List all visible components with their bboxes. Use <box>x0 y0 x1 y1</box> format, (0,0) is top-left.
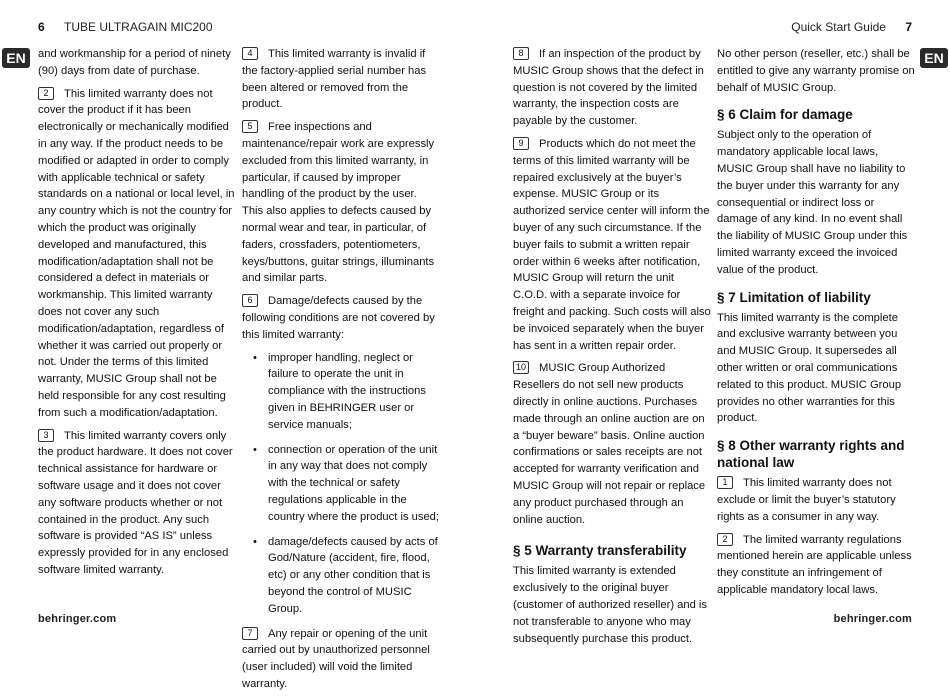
left-page-title: TUBE ULTRAGAIN MIC200 <box>64 20 213 34</box>
clause-number-badge: 2 <box>38 87 54 100</box>
paragraph <box>717 532 915 599</box>
paragraph <box>242 293 439 343</box>
paragraph <box>242 626 439 693</box>
clause-number-badge: 9 <box>513 137 529 150</box>
paragraph: Subject only to the operation of mandatory applicable local laws, MUSIC Group shall have no liability to the buyer under this warranty for any consequential or indirect loss or damage of any kind. In no event shall the liability of MUSIC Group under this limited warranty exceed the invoiced value of the product. <box>717 129 908 276</box>
clause-number-badge: 6 <box>242 294 258 307</box>
list-item <box>253 442 440 526</box>
paragraph <box>38 428 238 579</box>
section-heading: § 5 Warranty transferability <box>513 543 687 559</box>
paragraph: No other person (reseller, etc.) shall be entitled to give any warranty promise on behalf of MUSIC Group. <box>717 48 915 94</box>
list-item <box>253 350 439 434</box>
paragraph-text: Products which do not meet the terms of this limited warranty will be repaired exclusively at the buyer’s expense. MUSIC Group or its authorized service center will inform the buyer of any such circumstance. If the buyer fails to submit a written repair order within 6 weeks after notification, MUSIC Group will return the unit C.O.D. with a separate invoice for freight and packing. Such costs will also be invoiced separately when the buyer has sent in a written repair order. <box>513 137 711 352</box>
paragraph: This limited warranty is extended exclusively to the original buyer (customer of authorized reseller) and is not transferable to anyone who may subsequently purchase this product. <box>513 565 708 645</box>
section-heading: § 8 Other warranty rights and national law <box>717 438 905 471</box>
list-item <box>253 534 439 618</box>
section-heading: § 6 Claim for damage <box>717 107 853 123</box>
language-tab-left: EN <box>2 48 30 68</box>
bullet-icon: • <box>253 535 257 548</box>
paragraph <box>242 119 439 287</box>
paragraph-text: Any repair or opening of the unit carried out by unauthorized personnel (user included) will void the limited warranty. <box>242 627 430 690</box>
column-2 <box>242 46 439 699</box>
column-4 <box>717 46 915 605</box>
clause-number-badge: 5 <box>242 120 258 133</box>
column-3 <box>513 46 711 653</box>
footer-brand-left: behringer.com <box>38 613 117 625</box>
clause-number-badge: 10 <box>513 361 529 374</box>
list-item-text: connection or operation of the unit in any way that does not comply with the technical or safety regulations applicable in the country where the product is used; <box>268 443 440 523</box>
language-tab-right: EN <box>920 48 948 68</box>
paragraph-text: MUSIC Group Authorized Resellers do not sell new products directly in online auctions. Purchases made through an online auction are on a “buyer beware” basis. Online auction confirmations or sales receipts are not accepted for warranty verification and MUSIC Group will not repair or replace any product purchased through an online auction. <box>513 362 706 526</box>
paragraph-text: This limited warranty covers only the product hardware. It does not cover technical assistance for hardware or software usage and it does not cover any software products whether or not contained in the product. Any such software is provided “AS IS” unless expressly provided for in any enclosed software limited warranty. <box>38 429 233 576</box>
column-1 <box>38 46 238 585</box>
bullet-icon: • <box>253 443 257 456</box>
right-page-title: Quick Start Guide <box>791 20 886 34</box>
list-item-text: damage/defects caused by acts of God/Nature (accident, fire, flood, etc) or any other condition that is beyond the control of MUSIC Group. <box>268 535 438 615</box>
footer-brand-right: behringer.com <box>833 613 912 625</box>
left-page-header <box>38 20 213 34</box>
right-page-number: 7 <box>905 20 912 34</box>
paragraph <box>513 136 711 354</box>
clause-number-badge: 7 <box>242 627 258 640</box>
paragraph <box>38 86 238 422</box>
paragraph <box>513 46 711 130</box>
clause-number-badge: 2 <box>717 533 733 546</box>
paragraph: and workmanship for a period of ninety (90) days from date of purchase. <box>38 48 231 77</box>
bullet-list <box>242 350 439 618</box>
paragraph-text: Damage/defects caused by the following conditions are not covered by this limited warranty: <box>242 295 435 341</box>
paragraph-text: If an inspection of the product by MUSIC Group shows that the defect in question is not covered by the limited warranty, the inspection costs are payable by the customer. <box>513 48 704 128</box>
paragraph-text: This limited warranty does not exclude or limit the buyer’s statutory rights as a consumer in any way. <box>717 477 896 523</box>
bullet-icon: • <box>253 351 257 364</box>
right-page-header <box>791 20 912 34</box>
paragraph <box>242 46 439 113</box>
paragraph-text: Free inspections and maintenance/repair work are expressly excluded from this limited warranty, in particular, if caused by improper handling of the product by the user. This also applies to defects caused by normal wear and tear, in particular, of faders, crossfaders, potentiometers, keys/buttons, guitar strings, illuminants and similar parts. <box>242 121 435 285</box>
paragraph <box>717 475 915 525</box>
list-item-text: improper handling, neglect or failure to operate the unit in compliance with the instructions given in BEHRINGER user or service manuals; <box>268 351 426 431</box>
clause-number-badge: 4 <box>242 47 258 60</box>
left-page-number: 6 <box>38 20 45 34</box>
section-heading: § 7 Limitation of liability <box>717 289 871 305</box>
paragraph-text: The limited warranty regulations mentioned herein are applicable unless they constitute an infringement of applicable mandatory local laws. <box>717 533 912 596</box>
paragraph <box>513 360 711 528</box>
clause-number-badge: 1 <box>717 476 733 489</box>
clause-number-badge: 8 <box>513 47 529 60</box>
clause-number-badge: 3 <box>38 429 54 442</box>
paragraph-text: This limited warranty does not cover the product if it has been electronically or mechanically modified in any way. If the product needs to be modified or adapted in order to comply with applicable technical or safety standards on a national or local level, in any country which is not the country for which the product was originally developed and manufactured, this modification/adaptation shall not be considered a defect in materials or workmanship. This limited warranty does not cover any such modification/adaptation, regardless of whether it was carried out properly or not. Under the terms of this limited warranty, MUSIC Group shall not be held responsible for any cost resulting from such a modification/adaptation. <box>38 87 235 419</box>
paragraph: This limited warranty is the complete and exclusive warranty between you and MUSIC Group. It supersedes all other written or oral communications related to this product. MUSIC Group provides no other warranties for this product. <box>717 311 902 425</box>
paragraph-text: This limited warranty is invalid if the factory-applied serial number has been altered or removed from the product. <box>242 48 427 111</box>
